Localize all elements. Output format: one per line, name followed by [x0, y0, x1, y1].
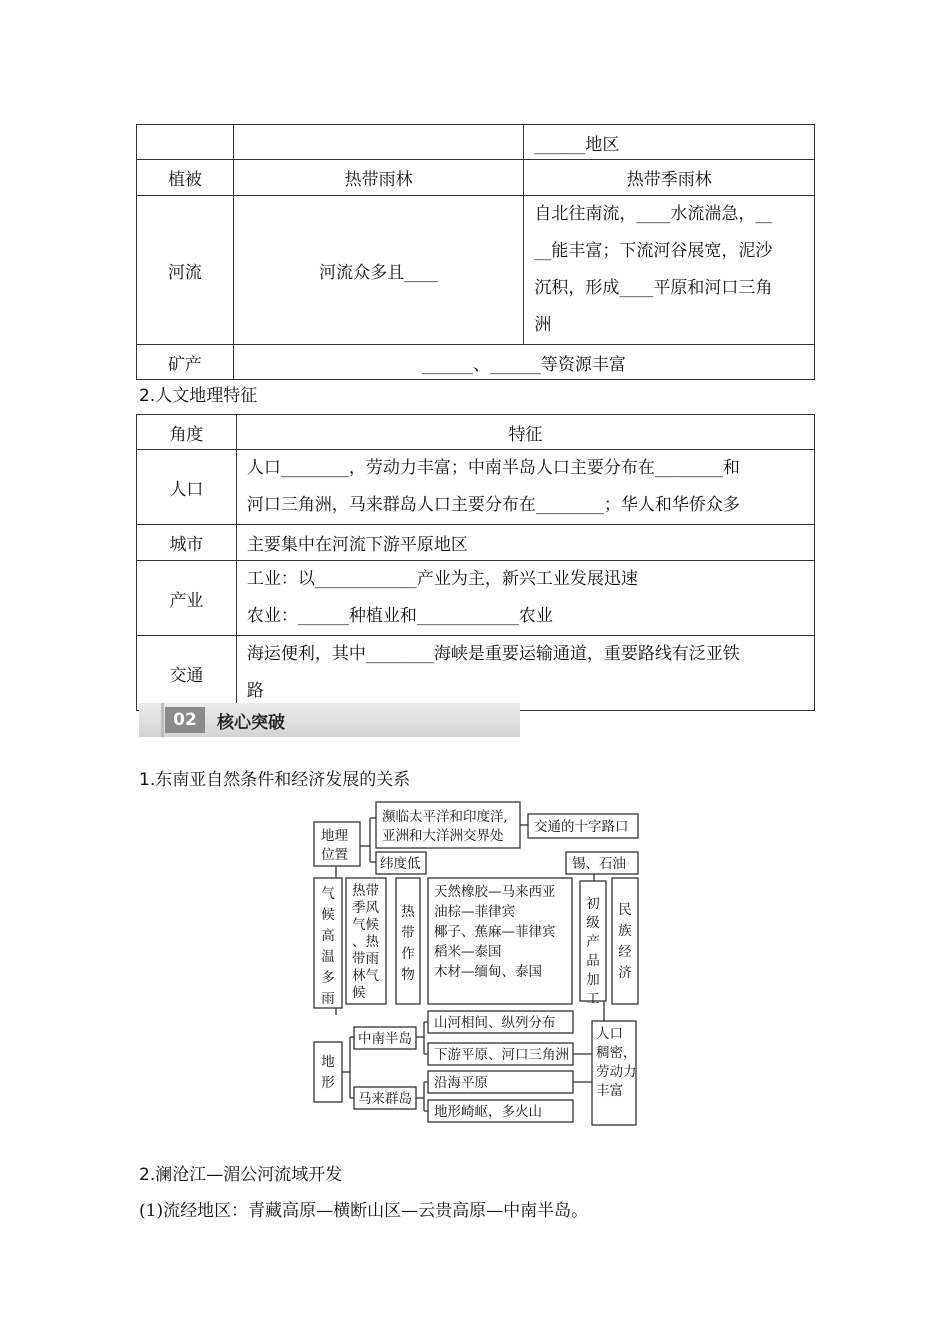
climate-type-label: 热带 [352, 883, 379, 899]
table-cell: ______地区 [524, 125, 815, 160]
row-label: 城市 [137, 525, 237, 561]
latitude-label: 纬度低 [380, 856, 421, 872]
national-economy-label: 民 [618, 902, 632, 918]
climate-label: 温 [321, 949, 335, 965]
processing-label: 工 [586, 991, 600, 1007]
crops-label: 热 [401, 904, 415, 920]
table-cell [233, 125, 524, 160]
cell-line: 农业：______种植业和____________农业 [246, 606, 553, 626]
processing-label: 级 [586, 915, 600, 931]
climate-label: 高 [321, 928, 335, 944]
climate-label: 雨 [321, 991, 335, 1007]
table-row [137, 345, 815, 380]
terrain-label: 地 [321, 1054, 335, 1070]
climate-type-label: 候 [352, 985, 366, 1001]
terrain-label: 形 [321, 1075, 335, 1091]
processing-label: 品 [586, 953, 600, 969]
crops-label-box [396, 878, 420, 1004]
section-heading: 1.东南亚自然条件和经济发展的关系 [139, 770, 411, 790]
header-cell: 特征 [236, 415, 814, 450]
crop-line: 天然橡胶—马来西亚 [434, 884, 556, 900]
processing-label: 初 [586, 896, 600, 912]
indochina-label: 中南半岛 [358, 1031, 412, 1047]
terrain-item-label: 沿海平原 [434, 1075, 488, 1091]
national-economy-label: 经 [618, 944, 632, 960]
header-cell: 角度 [137, 415, 237, 450]
crossroads-label: 交通的十字路口 [534, 819, 629, 835]
section-heading: 2.人文地理特征 [139, 386, 258, 406]
national-economy-label: 族 [618, 923, 632, 939]
table-row [137, 196, 815, 345]
terrain-item-label: 山河相间、纵列分布 [434, 1015, 556, 1031]
table-header-row [137, 415, 815, 450]
cell-line: 沉积，形成____平原和河口三角 [534, 278, 773, 298]
crop-line: 椰子、蕉麻—菲律宾 [434, 924, 556, 940]
table-row [137, 561, 815, 636]
population-label: 稠密， [596, 1045, 637, 1061]
row-label: 植被 [137, 160, 234, 196]
cell-line: __能丰富；下流河谷展宽，泥沙 [534, 241, 773, 261]
table-row [137, 525, 815, 561]
climate-type-label: 带雨 [352, 951, 379, 967]
climate-label: 多 [321, 970, 335, 986]
section-banner [139, 703, 520, 737]
table-cell [137, 125, 234, 160]
minerals-label: 锡、石油 [572, 856, 626, 872]
climate-type-label: 林气 [352, 968, 379, 984]
location-detail-line: 濒临太平洋和印度洋, [382, 809, 508, 825]
climate-type-label: 气候 [352, 917, 379, 933]
banner-title: 核心突破 [217, 713, 285, 733]
population-label: 劳动力 [596, 1064, 637, 1080]
row-label: 产业 [137, 561, 237, 636]
row-label: 河流 [137, 196, 234, 345]
terrain-item-label: 下游平原、河口三角洲 [434, 1047, 569, 1063]
processing-label: 加 [586, 972, 600, 988]
cell-line: 洲 [534, 315, 552, 335]
crops-label: 物 [401, 967, 415, 983]
row-label: 交通 [137, 636, 237, 711]
table-cell [236, 561, 814, 636]
table-cell: ______、______等资源丰富 [233, 345, 814, 380]
table-cell: 热带季雨林 [524, 160, 815, 196]
row-label: 矿产 [137, 345, 234, 380]
section-heading: 2.澜沧江—湄公河流域开发 [139, 1165, 343, 1185]
climate-label: 气 [321, 886, 335, 902]
climate-label: 候 [321, 907, 335, 923]
human-geography-table [136, 414, 815, 711]
banner-number: 02 [165, 707, 205, 733]
table-row [137, 160, 815, 196]
crops-label: 带 [401, 925, 415, 941]
table-row [137, 450, 815, 525]
processing-label: 产 [586, 934, 600, 950]
table-row [137, 636, 815, 711]
terrain-item-label: 地形崎岖，多火山 [434, 1104, 542, 1120]
table-cell: 热带雨林 [233, 160, 524, 196]
terrain-box [314, 1042, 342, 1102]
location-label: 位置 [321, 847, 348, 863]
row-label: 人口 [137, 450, 237, 525]
table-row [137, 125, 815, 160]
cell-line: 河口三角洲，马来群岛人口主要分布在________；华人和华侨众多 [246, 495, 740, 515]
crop-line: 稻米—泰国 [434, 944, 502, 960]
table-cell [236, 450, 814, 525]
location-detail-line: 亚洲和大洋洲交界处 [382, 828, 504, 844]
crops-label: 作 [401, 946, 415, 962]
crop-line: 木材—缅甸、泰国 [434, 964, 542, 980]
table-cell: 河流众多且____ [233, 196, 524, 345]
climate-type-label: 季风 [352, 900, 379, 916]
cell-line: 路 [246, 681, 264, 701]
national-economy-box [612, 878, 638, 1004]
climate-type-label: 、热 [352, 934, 379, 950]
cell-line: 海运便利，其中________海峡是重要运输通道，重要路线有泛亚铁 [246, 644, 740, 664]
crop-line: 油棕—菲律宾 [434, 904, 515, 920]
malay-label: 马来群岛 [358, 1091, 412, 1107]
table-cell [236, 636, 814, 711]
table-cell [524, 196, 815, 345]
population-label: 丰富 [596, 1083, 623, 1099]
cell-line: 工业：以____________产业为主，新兴工业发展迅速 [246, 569, 638, 589]
national-economy-label: 济 [618, 965, 632, 981]
paragraph: (1)流经地区：青藏高原—横断山区—云贵高原—中南半岛。 [139, 1201, 589, 1221]
relationship-diagram [308, 798, 648, 1130]
location-label: 地理 [321, 828, 348, 844]
table-cell: 主要集中在河流下游平原地区 [236, 525, 814, 561]
natural-features-table [136, 124, 815, 380]
population-label: 人口 [596, 1026, 623, 1042]
cell-line: 自北往南流，____水流湍急，__ [534, 204, 773, 224]
cell-line: 人口________，劳动力丰富；中南半岛人口主要分布在________和 [246, 458, 740, 478]
banner-accent [161, 703, 164, 737]
